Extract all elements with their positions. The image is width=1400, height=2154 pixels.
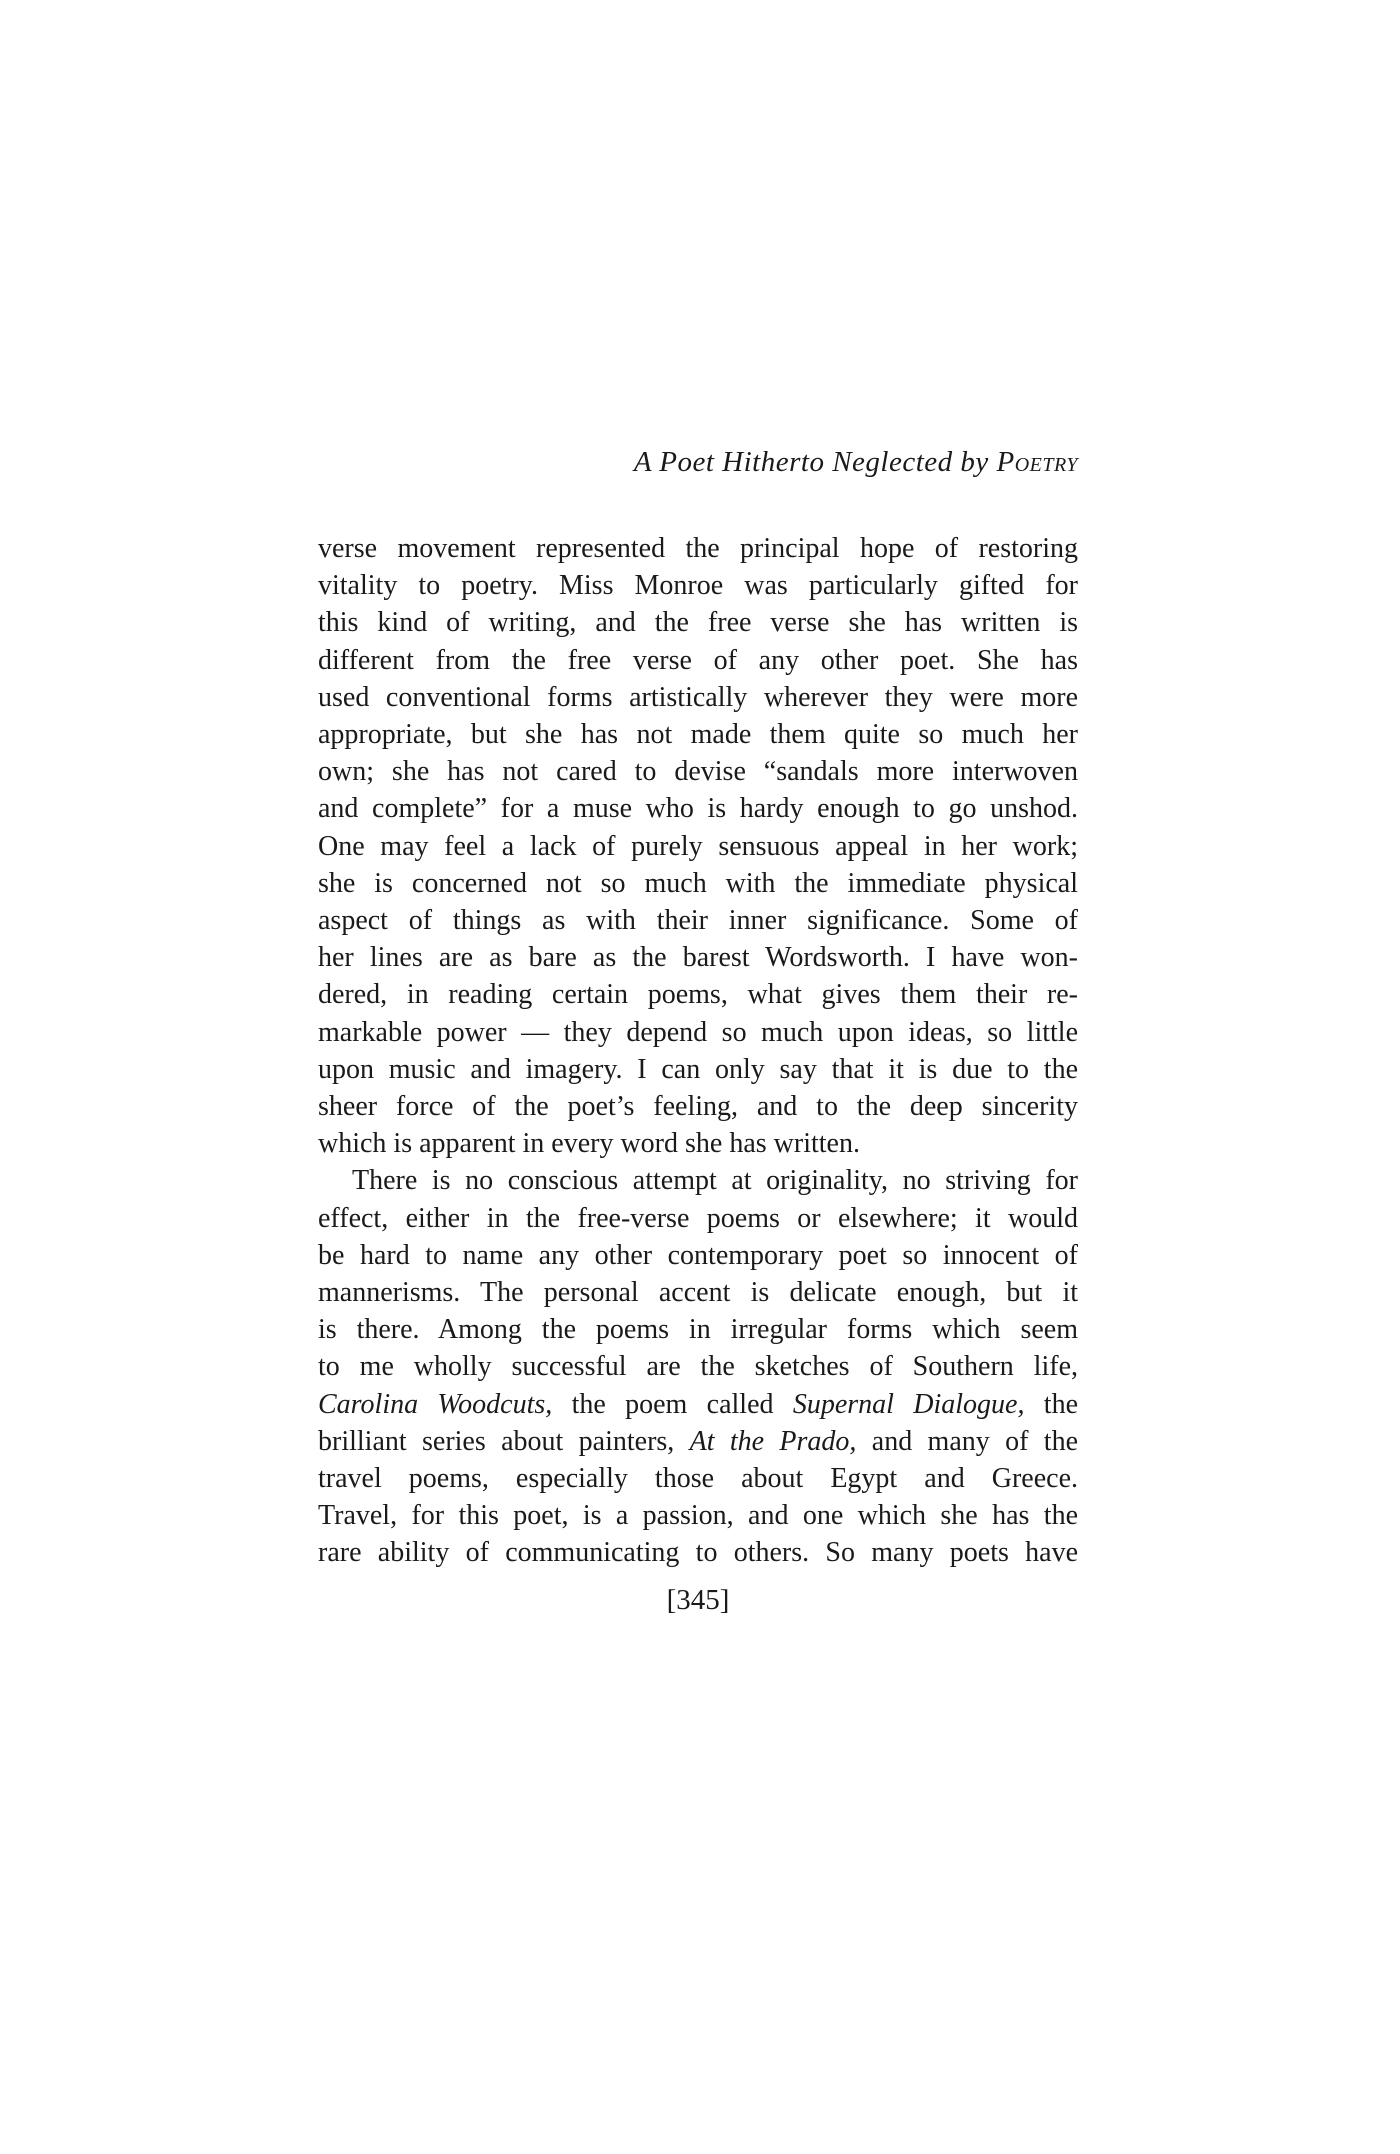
running-head-title: A Poet Hitherto Neglected by [633,446,997,478]
text-line: this kind of writing, and the free verse she has written is [318,607,1078,639]
text-line: she is concerned not so much with the immediate physical [318,867,1078,899]
text-line: and complete” for a muse who is hardy enough to go unshod. [318,793,1078,825]
running-head-journal: Poetry [996,446,1078,478]
running-head [318,446,1078,479]
text-line: appropriate, but she has not made them quite so much her [318,719,1078,751]
page-number: [345] [666,1584,730,1616]
paragraph-1 [318,530,1078,1162]
text-line: Travel, for this poet, is a passion, and one which she has the [318,1500,1078,1532]
body-text [318,530,1078,1572]
poem-title-carolina-woodcuts: Carolina Woodcuts, [318,1388,553,1420]
text-line: One may feel a lack of purely sensuous appeal in her work; [318,830,1078,862]
text-line: sheer force of the poet’s feeling, and to the deep sincerity [318,1091,1078,1123]
text-line: different from the free verse of any other poet. She has [318,644,1078,676]
text-line: markable power — they depend so much upon ideas, so little [318,1016,1078,1048]
text-line: her lines are as bare as the barest Wordsworth. I have won- [318,942,1078,974]
text-line: verse movement represented the principal hope of restoring [318,533,1078,564]
inline-text: and many of the [856,1425,1078,1457]
text-line: mannerisms. The personal accent is delicate enough, but it [318,1277,1078,1309]
text-line: rare ability of communicating to others. So many poets have [318,1537,1078,1569]
text-line: upon music and imagery. I can only say that it is due to the [318,1053,1078,1085]
text-line: vitality to poetry. Miss Monroe was particularly gifted for [318,570,1078,602]
text-line: be hard to name any other contemporary poet so innocent of [318,1239,1078,1271]
text-line: There is no conscious attempt at originality, no striving for [352,1165,1078,1197]
text-line: own; she has not cared to devise “sandals more interwoven [318,756,1078,788]
text-line-prado [318,1423,1078,1460]
text-line: dered, in reading certain poems, what gives them their re- [318,979,1078,1011]
text-line: travel poems, especially those about Egypt and Greece. [318,1463,1078,1495]
text-line: to me wholly successful are the sketches of Southern life, [318,1351,1078,1383]
text-line: effect, either in the free-verse poems or elsewhere; it would [318,1202,1078,1234]
paragraph-2 [318,1162,1078,1571]
inline-text: the [1024,1388,1078,1420]
text-line-woodcuts [318,1386,1078,1423]
poem-title-at-the-prado: At the Prado, [689,1425,857,1457]
text-line: aspect of things as with their inner significance. Some of [318,905,1078,937]
inline-text: brilliant series about painters, [318,1425,690,1457]
poem-title-supernal-dialogue: Supernal Dialogue, [792,1388,1025,1420]
text-line: which is apparent in every word she has written. [318,1128,860,1160]
inline-text: the poem called [552,1388,793,1420]
text-line: is there. Among the poems in irregular forms which seem [318,1314,1078,1346]
text-line: used conventional forms artistically wherever they were more [318,681,1078,713]
